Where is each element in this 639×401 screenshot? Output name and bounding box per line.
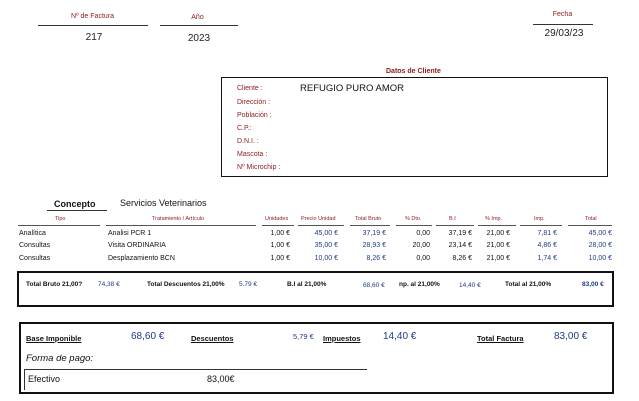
cell-unit-price: 45,00 €	[314, 230, 338, 237]
cell-tax-pct: 21,00 €	[486, 230, 510, 237]
discounts-value: 5,79 €	[293, 332, 314, 341]
date-label: Fecha	[552, 11, 573, 18]
cell-total: 10,00 €	[588, 255, 612, 262]
city-label: Población :	[237, 112, 272, 119]
tax-value: 14,40 €	[459, 282, 481, 289]
cell-unit-price: 35,00 €	[314, 242, 338, 249]
col-header-treatment: Tratamiento / Artículo	[152, 216, 205, 222]
cell-unit-price: 10,00 €	[314, 255, 338, 262]
concept-label: Concepto	[54, 199, 96, 209]
header-rule-1	[18, 225, 100, 226]
cell-total: 28,00 €	[588, 242, 612, 249]
total-value: 83,00 €	[582, 281, 604, 288]
col-header-unit-price: Precio Unidad	[301, 216, 336, 222]
cell-total: 45,00 €	[588, 230, 612, 237]
discounts-label: Descuentos	[191, 334, 234, 343]
total-label: Total al 21,00%	[505, 281, 552, 288]
col-header-units: Unidades	[265, 216, 289, 222]
cell-tax: 7,81 €	[537, 230, 557, 237]
client-section-title: Datos de Cliente	[386, 68, 441, 75]
col-header-gross: Total Bruto	[355, 216, 382, 222]
base-label: B.I al 21,00%	[287, 281, 327, 288]
cell-discount: 0,00	[416, 230, 430, 237]
totals-box	[19, 322, 614, 394]
dni-label: D.N.I. :	[237, 138, 259, 145]
client-box	[221, 77, 608, 177]
cell-discount: 20,00	[412, 242, 430, 249]
date-value: 29/03/23	[544, 28, 584, 39]
year-rule	[160, 25, 238, 26]
cell-units: 1,00 €	[270, 230, 290, 237]
payment-rule-left	[24, 369, 25, 390]
cell-treatment: Visita ORDINARIA	[108, 242, 166, 249]
cell-treatment: Desplazamiento BCN	[108, 255, 175, 262]
header-rule-2	[106, 225, 256, 226]
payment-rule-top	[24, 369, 367, 370]
header-rule-3	[262, 225, 294, 226]
col-header-discount: % Dto.	[405, 216, 422, 222]
year-value: 2023	[187, 33, 211, 44]
cell-base: 23,14 €	[448, 242, 472, 249]
cell-type: Consultas	[19, 255, 51, 262]
date-rule	[533, 24, 593, 25]
cell-base: 8,26 €	[452, 255, 472, 262]
col-header-tax: Imp.	[534, 216, 545, 222]
taxes-value: 14,40 €	[383, 331, 417, 342]
microchip-label: Nº Microchip :	[237, 164, 281, 171]
address-label: Dirección :	[237, 99, 271, 106]
total-discounts-label: Total Descuentos 21,00%	[147, 281, 225, 288]
invoice-total-label: Total Factura	[477, 334, 524, 343]
header-rule-8	[478, 225, 516, 226]
taxable-base-label: Base Imponible	[26, 334, 82, 343]
postal-code-label: C.P.:	[237, 125, 252, 132]
total-gross-label: Total Bruto 21,00?	[26, 281, 83, 288]
cell-type: Analítica	[19, 230, 46, 237]
concept-value: Servicios Veterinarios	[120, 198, 207, 208]
base-value: 68,60 €	[363, 282, 385, 289]
cell-type: Consultas	[19, 242, 51, 249]
cell-units: 1,00 €	[270, 255, 290, 262]
invoice-number-label: Nº de Factura	[70, 13, 115, 20]
cell-base: 37,19 €	[448, 230, 472, 237]
pet-label: Mascota :	[237, 151, 268, 158]
invoice-total-value: 83,00 €	[554, 331, 588, 342]
cell-gross: 28,93 €	[362, 242, 386, 249]
cell-tax-pct: 21,00 €	[486, 242, 510, 249]
col-header-tax-pct: % Imp.	[485, 216, 503, 222]
cell-units: 1,00 €	[270, 242, 290, 249]
header-rule-7	[436, 225, 474, 226]
header-rule-5	[350, 225, 390, 226]
cell-gross: 8,26 €	[366, 255, 386, 262]
cell-gross: 37,19 €	[362, 230, 386, 237]
year-label: Año	[191, 14, 204, 21]
summary-box	[17, 271, 614, 307]
col-header-base: B.I	[449, 216, 456, 222]
cell-discount: 0,00	[416, 255, 430, 262]
invoice-number-rule	[38, 25, 148, 26]
total-discounts-value: 5.79 €	[239, 281, 258, 288]
payment-method-label: Forma de pago:	[26, 353, 94, 364]
payment-method: Efectivo	[28, 374, 61, 384]
cell-tax: 4,86 €	[537, 242, 557, 249]
tax-label: np. al 21,00%	[399, 281, 440, 288]
header-rule-9	[520, 225, 562, 226]
cell-treatment: Analisi PCR 1	[108, 230, 152, 237]
concept-rule	[47, 210, 107, 211]
taxes-label: Impuestos	[323, 334, 361, 343]
client-label: Cliente :	[237, 85, 263, 92]
header-rule-6	[396, 225, 432, 226]
cell-tax-pct: 21,00 €	[486, 255, 510, 262]
header-rule-4	[298, 225, 344, 226]
col-header-type: Tipo	[55, 216, 66, 222]
header-rule-10	[568, 225, 612, 226]
col-header-total: Total	[585, 216, 597, 222]
client-name: REFUGIO PURO AMOR	[300, 83, 404, 94]
cell-tax: 1,74 €	[537, 255, 557, 262]
payment-amount: 83,00€	[207, 374, 235, 384]
total-gross-value: 74,38 €	[98, 281, 120, 288]
taxable-base-value: 68,60 €	[131, 331, 165, 342]
invoice-number: 217	[85, 32, 103, 43]
